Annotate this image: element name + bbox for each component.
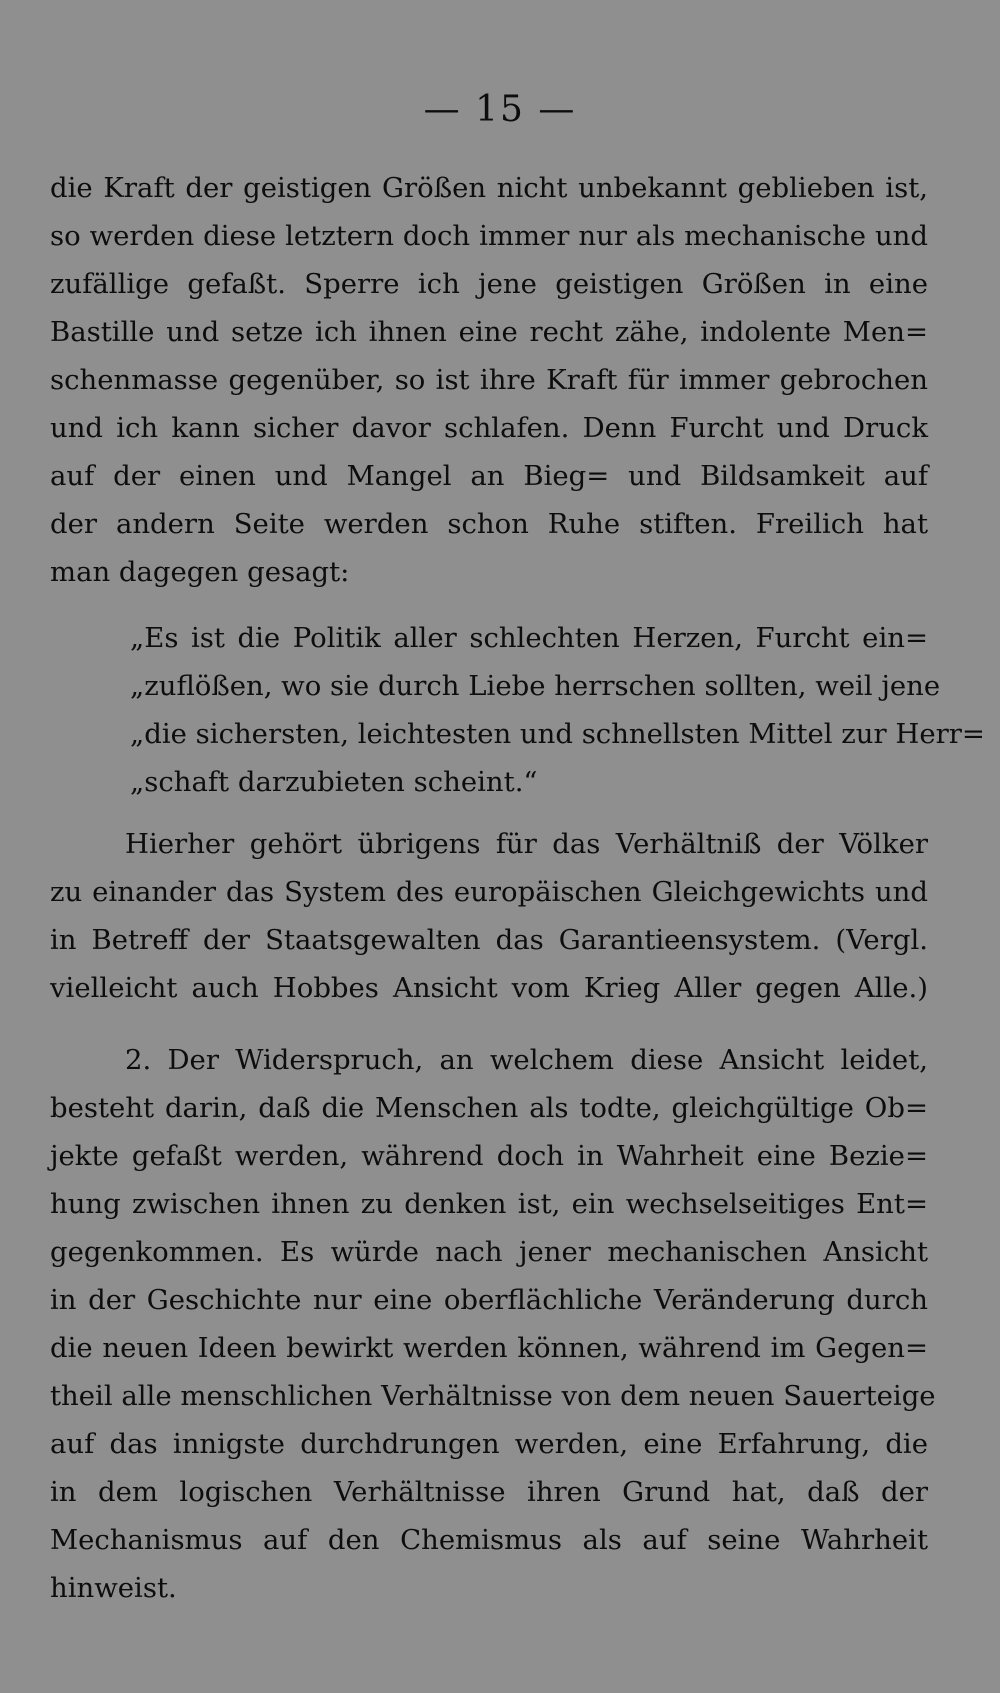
paragraph-3 <box>50 1036 936 1612</box>
text-line: in der Geschichte nur eine oberflächliche Veränderung durch <box>50 1284 928 1316</box>
text-line: und ich kann sicher davor schlafen. Denn Furcht und Druck <box>50 412 928 444</box>
quote-line: „zuflößen, wo sie durch Liebe herrschen sollten, weil jene <box>130 670 941 702</box>
paragraph-1 <box>50 164 928 596</box>
text-line: besteht darin, daß die Menschen als todte, gleichgültige Ob= <box>50 1092 928 1124</box>
quote-line: „Es ist die Politik aller schlechten Herzen, Furcht ein= <box>130 622 928 654</box>
text-line: Mechanismus auf den Chemismus als auf seine Wahrheit <box>50 1524 928 1556</box>
text-line: auf das innigste durchdrungen werden, eine Erfahrung, die <box>50 1428 928 1460</box>
quote-line: „die sichersten, leichtesten und schnellsten Mittel zur Herr= <box>130 718 985 750</box>
quotation <box>50 614 985 806</box>
text-line: der andern Seite werden schon Ruhe stiften. Freilich hat <box>50 508 928 540</box>
text-line: gegenkommen. Es würde nach jener mechanischen Ansicht <box>50 1236 928 1268</box>
text-line: theil alle menschlichen Verhältnisse von dem neuen Sauerteige <box>50 1380 936 1412</box>
text-line: schenmasse gegenüber, so ist ihre Kraft für immer gebrochen <box>50 364 928 396</box>
text-line: hung zwischen ihnen zu denken ist, ein wechselseitiges Ent= <box>50 1188 928 1220</box>
text-line: so werden diese letztern doch immer nur als mechanische und <box>50 220 928 252</box>
quote-line: „schaft darzubieten scheint.“ <box>130 766 538 798</box>
text-line: die neuen Ideen bewirkt werden können, während im Gegen= <box>50 1332 928 1364</box>
text-line: jekte gefaßt werden, während doch in Wahrheit eine Bezie= <box>50 1140 928 1172</box>
text-line: Bastille und setze ich ihnen eine recht zähe, indolente Men= <box>50 316 928 348</box>
text-line: Hierher gehört übrigens für das Verhältniß der Völker <box>125 828 928 860</box>
text-line: in Betreff der Staatsgewalten das Garantieensystem. (Vergl. <box>50 924 928 956</box>
text-line: auf der einen und Mangel an Bieg= und Bildsamkeit auf <box>50 460 928 492</box>
text-line: in dem logischen Verhältnisse ihren Grund hat, daß der <box>50 1476 928 1508</box>
text-line: die Kraft der geistigen Größen nicht unbekannt geblieben ist, <box>50 172 928 204</box>
text-line: 2. Der Widerspruch, an welchem diese Ansicht leidet, <box>125 1044 928 1076</box>
text-line: zu einander das System des europäischen Gleichgewichts und <box>50 876 928 908</box>
text-line: vielleicht auch Hobbes Ansicht vom Krieg Aller gegen Alle.) <box>50 972 928 1004</box>
text-line: hinweist. <box>50 1572 177 1604</box>
text-line: man dagegen gesagt: <box>50 556 350 588</box>
text-line: zufällige gefaßt. Sperre ich jene geistigen Größen in eine <box>50 268 928 300</box>
page-number: — 15 — <box>423 89 577 130</box>
paragraph-2 <box>50 820 928 1012</box>
